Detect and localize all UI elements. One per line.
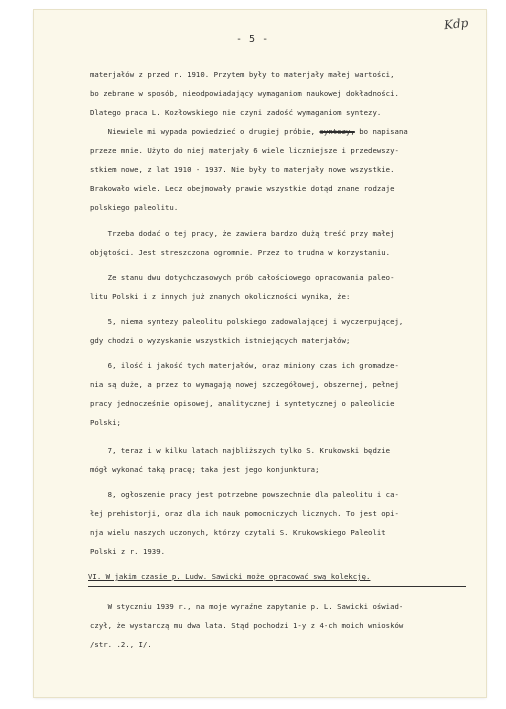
- struck-word: syntezy,: [319, 127, 355, 136]
- text-line: czył, że wystarczą mu dwa lata. Stąd pochodzi 1-y z 4-ch moich wniosków: [90, 621, 404, 630]
- text-line: 7, teraz i w kilku latach najbliższych tylko S. Krukowski będzie: [90, 446, 391, 455]
- text-line: Polski z r. 1939.: [90, 547, 166, 556]
- text-line: Ze stanu dwu dotychczasowych prób całościowego opracowania paleo-: [90, 273, 395, 282]
- text-line: W styczniu 1939 r., na moje wyraźne zapytanie p. L. Sawicki oświad-: [90, 602, 404, 611]
- text-span: bo napisana: [354, 127, 408, 136]
- text-line: 6, ilość i jakość tych materjałów, oraz miniony czas ich gromadze-: [90, 361, 399, 370]
- text-line: stkiem nowe, z lat 1910 - 1937. Nie były to materjały nowe wszystkie.: [90, 165, 395, 174]
- text-line: nia są duże, a przez to wymagają nowej szczegółowej, obszernej, pełnej: [90, 380, 399, 389]
- text-line: materjałów z przed r. 1910. Przytem były to materjały małej wartości,: [90, 70, 395, 79]
- text-line: litu Polski i z innych już znanych okoliczności wynika, że:: [90, 292, 351, 301]
- text-line: Brakowało wiele. Lecz obejmowały prawie wszystkie dotąd znane rodzaje: [90, 184, 395, 193]
- handwritten-note: Kdp: [443, 15, 469, 33]
- text-line: 8, ogłoszenie pracy jest potrzebne powszechnie dla paleolitu i ca-: [90, 490, 399, 499]
- text-line: przeze mnie. Użyto do niej materjały 6 wiele liczniejsze i przedewszy-: [90, 146, 399, 155]
- page-number: - 5 -: [236, 34, 269, 45]
- text-line: objętości. Jest streszczona ogromnie. Przez to trudna w korzystaniu.: [90, 248, 391, 257]
- text-line: nja wielu naszych uczonych, którzy czytali S. Krukowskiego Paleolit: [90, 528, 386, 537]
- text-line: /str. .2., I/.: [90, 640, 152, 649]
- text-line: polskiego paleolitu.: [90, 203, 179, 212]
- section-rule: [88, 586, 466, 587]
- text-line: gdy chodzi o wyzyskanie wszystkich istniejących materjałów;: [90, 336, 351, 345]
- section-heading: VI. W jakim czasie p. Ludw. Sawicki może opracować swą kolekcję.: [88, 572, 371, 581]
- text-line: Polski;: [90, 418, 121, 427]
- text-line: mógł wykonać taką pracę; taka jest jego konjunktura;: [90, 465, 320, 474]
- text-line: Trzeba dodać o tej pracy, że zawiera bardzo dużą treść przy małej: [90, 229, 395, 238]
- text-line: pracy jednocześnie opisowej, analitycznej i syntetycznej o paleolicie: [90, 399, 395, 408]
- text-line: [90, 127, 408, 137]
- text-line: Dlatego praca L. Kozłowskiego nie czyni zadość wymaganiom syntezy.: [90, 108, 382, 117]
- text-line: bo zebrane w sposób, nieodpowiadający wymaganiom naukowej dokładności.: [90, 89, 399, 98]
- text-line: łej prehistorji, oraz dla ich nauk pomocniczych licznych. To jest opi-: [90, 509, 399, 518]
- text-span: Niewiele mi wypada powiedzieć o drugiej próbie,: [90, 127, 316, 136]
- text-line: 5, niema syntezy paleolitu polskiego zadowalającej i wyczerpującej,: [90, 317, 404, 326]
